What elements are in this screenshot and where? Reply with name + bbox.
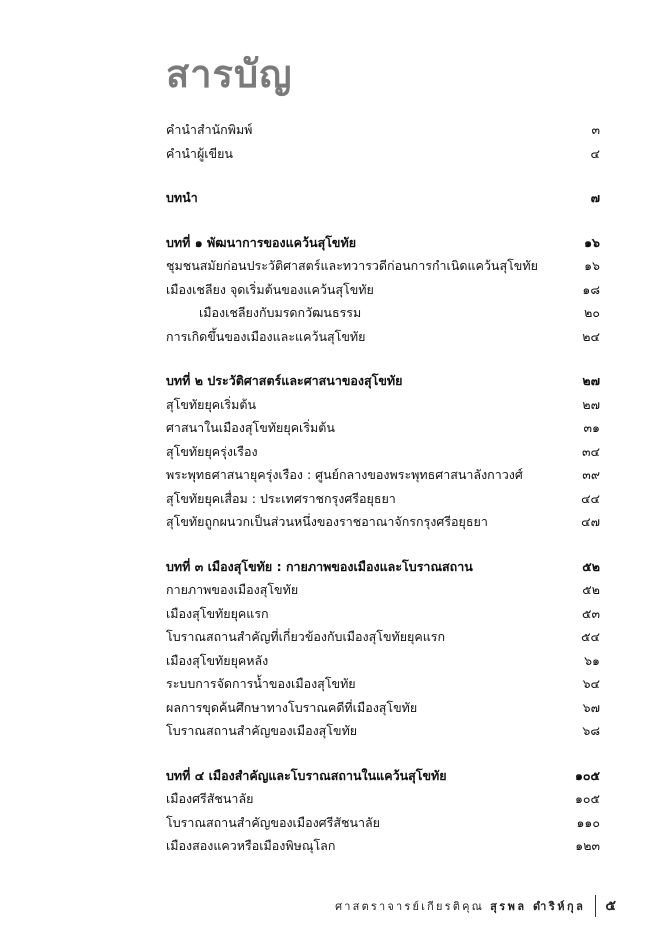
toc-entry-row	[166, 487, 600, 511]
footer-page-number: ๕	[605, 898, 616, 914]
toc-entry-page-number: ๒๗	[582, 396, 600, 412]
toc-entry-label: ศาสนาในเมืองสุโขทัยยุคเริ่มต้น	[166, 420, 335, 435]
toc-entry-label: คำนำผู้เขียน	[166, 145, 233, 161]
toc-entry-row	[166, 393, 600, 417]
toc-entry-row	[166, 142, 600, 166]
toc-entry-label: สุโขทัยยุคเริ่มต้น	[166, 396, 257, 412]
toc-entry-row	[166, 602, 600, 626]
toc-entry-page-number: ๕๒	[582, 558, 600, 574]
toc-heading-row	[166, 555, 600, 579]
toc-entry-page-number: ๒๔	[582, 328, 600, 344]
toc-entry-page-number: ๑๘	[582, 281, 600, 297]
toc-entry-label: สุโขทัยยุครุ่งเรือง	[166, 443, 258, 459]
toc-entry-page-number: ๑๖	[584, 258, 600, 273]
toc-entry-row	[166, 811, 600, 835]
toc-entry-row	[166, 510, 600, 534]
table-of-contents	[166, 118, 600, 858]
toc-entry-row	[166, 649, 600, 673]
toc-entry-page-number: ๕๒	[582, 582, 600, 597]
toc-entry-row	[166, 278, 600, 302]
toc-entry-page-number: ๔	[590, 145, 600, 161]
toc-entry-page-number: ๑๖	[584, 234, 600, 250]
toc-entry-page-number: ๕๔	[581, 629, 600, 644]
toc-entry-row	[166, 696, 600, 720]
toc-entry-label: การเกิดขึ้นของเมืองและแคว้นสุโขทัย	[166, 328, 366, 344]
toc-entry-label: เมืองศรีสัชนาลัย	[166, 791, 254, 806]
toc-entry-label: คำนำสำนักพิมพ์	[166, 122, 253, 137]
toc-entry-label: บทนำ	[166, 190, 198, 205]
toc-heading-row	[166, 186, 600, 210]
toc-entry-label: ระบบการจัดการน้ำของเมืองสุโขทัย	[166, 676, 356, 691]
page-title: สารบัญ	[166, 52, 293, 96]
toc-entry-row	[166, 578, 600, 602]
toc-entry-label: ชุมชนสมัยก่อนประวัติศาสตร์และทวารวดีก่อนการกำเนิดแคว้นสุโขทัย	[166, 258, 538, 273]
toc-entry-page-number: ๑๐๕	[574, 791, 600, 806]
toc-entry-page-number: ๑๐๕	[574, 767, 600, 783]
toc-entry-page-number: ๓๑	[583, 420, 600, 435]
toc-entry-label: เมืองสุโขทัยยุคหลัง	[166, 652, 269, 668]
page-footer	[335, 893, 616, 919]
toc-heading-row	[166, 369, 600, 393]
toc-entry-label: โบราณสถานสำคัญที่เกี่ยวข้องกับเมืองสุโขทัยยุคแรก	[166, 629, 446, 644]
toc-entry-row	[166, 787, 600, 811]
toc-entry-label: บทที่ ๑ พัฒนาการของแคว้นสุโขทัย	[166, 234, 357, 250]
toc-entry-row	[166, 118, 600, 142]
toc-entry-row	[166, 719, 600, 743]
toc-entry-label: เมืองสองแควหรือเมืองพิษณุโลก	[166, 838, 336, 853]
section-gap	[166, 743, 600, 764]
toc-entry-page-number: ๓๔	[581, 443, 600, 459]
toc-heading-row	[166, 764, 600, 788]
toc-entry-page-number: ๖๔	[582, 676, 600, 691]
toc-entry-label: บทที่ ๓ เมืองสุโขทัย : กายภาพของเมืองและโบราณสถาน	[166, 558, 473, 574]
toc-entry-page-number: ๔๗	[581, 514, 600, 529]
toc-entry-page-number: ๑๒๓	[575, 838, 600, 853]
toc-entry-label: กายภาพของเมืองสุโขทัย	[166, 582, 299, 597]
toc-entry-label: โบราณสถานสำคัญของเมืองสุโขทัย	[166, 723, 358, 738]
toc-entry-page-number: ๕๓	[581, 605, 600, 621]
toc-entry-page-number: ๒๐	[584, 305, 600, 320]
section-gap	[166, 165, 600, 186]
toc-entry-row	[166, 463, 600, 487]
toc-entry-label: บทที่ ๒ ประวัติศาสตร์และศาสนาของสุโขทัย	[166, 373, 403, 388]
toc-entry-label: เมืองเชลียง จุดเริ่มต้นของแคว้นสุโขทัย	[166, 281, 374, 297]
toc-entry-row	[166, 254, 600, 278]
toc-entry-page-number: ๑๑๐	[576, 814, 600, 830]
toc-entry-page-number: ๓	[591, 122, 600, 137]
toc-heading-row	[166, 231, 600, 255]
toc-entry-page-number: ๒๗	[582, 373, 600, 388]
footer-divider	[595, 895, 596, 917]
toc-entry-label: ผลการขุดค้นศึกษาทางโบราณคดีที่เมืองสุโขทัย	[166, 699, 418, 715]
section-gap	[166, 348, 600, 369]
toc-entry-label: โบราณสถานสำคัญของเมืองศรีสัชนาลัย	[166, 814, 380, 830]
footer-author-name: สุรพล ดำริห์กุล	[490, 900, 586, 913]
toc-entry-page-number: ๓๙	[582, 467, 600, 482]
section-gap	[166, 210, 600, 231]
toc-entry-label: บทที่ ๔ เมืองสำคัญและโบราณสถานในแคว้นสุโขทัย	[166, 767, 447, 783]
toc-entry-row	[166, 416, 600, 440]
toc-entry-label: พระพุทธศาสนายุครุ่งเรือง : ศูนย์กลางของพระพุทธศาสนาลังกาวงศ์	[166, 467, 523, 482]
footer-series-text: ศาสตราจารย์เกียรติคุณ	[335, 900, 485, 913]
toc-entry-row	[166, 440, 600, 464]
toc-entry-row	[166, 301, 600, 325]
toc-entry-row	[166, 672, 600, 696]
toc-entry-page-number: ๗	[590, 190, 600, 205]
toc-entry-page-number: ๖๘	[582, 723, 600, 738]
toc-entry-label: เมืองสุโขทัยยุคแรก	[166, 605, 269, 621]
toc-entry-label: สุโขทัยยุคเสื่อม : ประเทศราชกรุงศรีอยุธยา	[166, 490, 396, 506]
toc-entry-page-number: ๖๑	[584, 652, 600, 668]
toc-entry-row	[166, 625, 600, 649]
toc-entry-page-number: ๔๔	[581, 490, 600, 506]
section-gap	[166, 534, 600, 555]
toc-entry-row	[166, 325, 600, 349]
toc-entry-label: เมืองเชลียงกับมรดกวัฒนธรรม	[199, 305, 362, 320]
toc-entry-row	[166, 834, 600, 858]
toc-entry-label: สุโขทัยถูกผนวกเป็นส่วนหนึ่งของราชอาณาจักรกรุงศรีอยุธยา	[166, 514, 488, 529]
toc-entry-page-number: ๖๗	[582, 699, 600, 715]
